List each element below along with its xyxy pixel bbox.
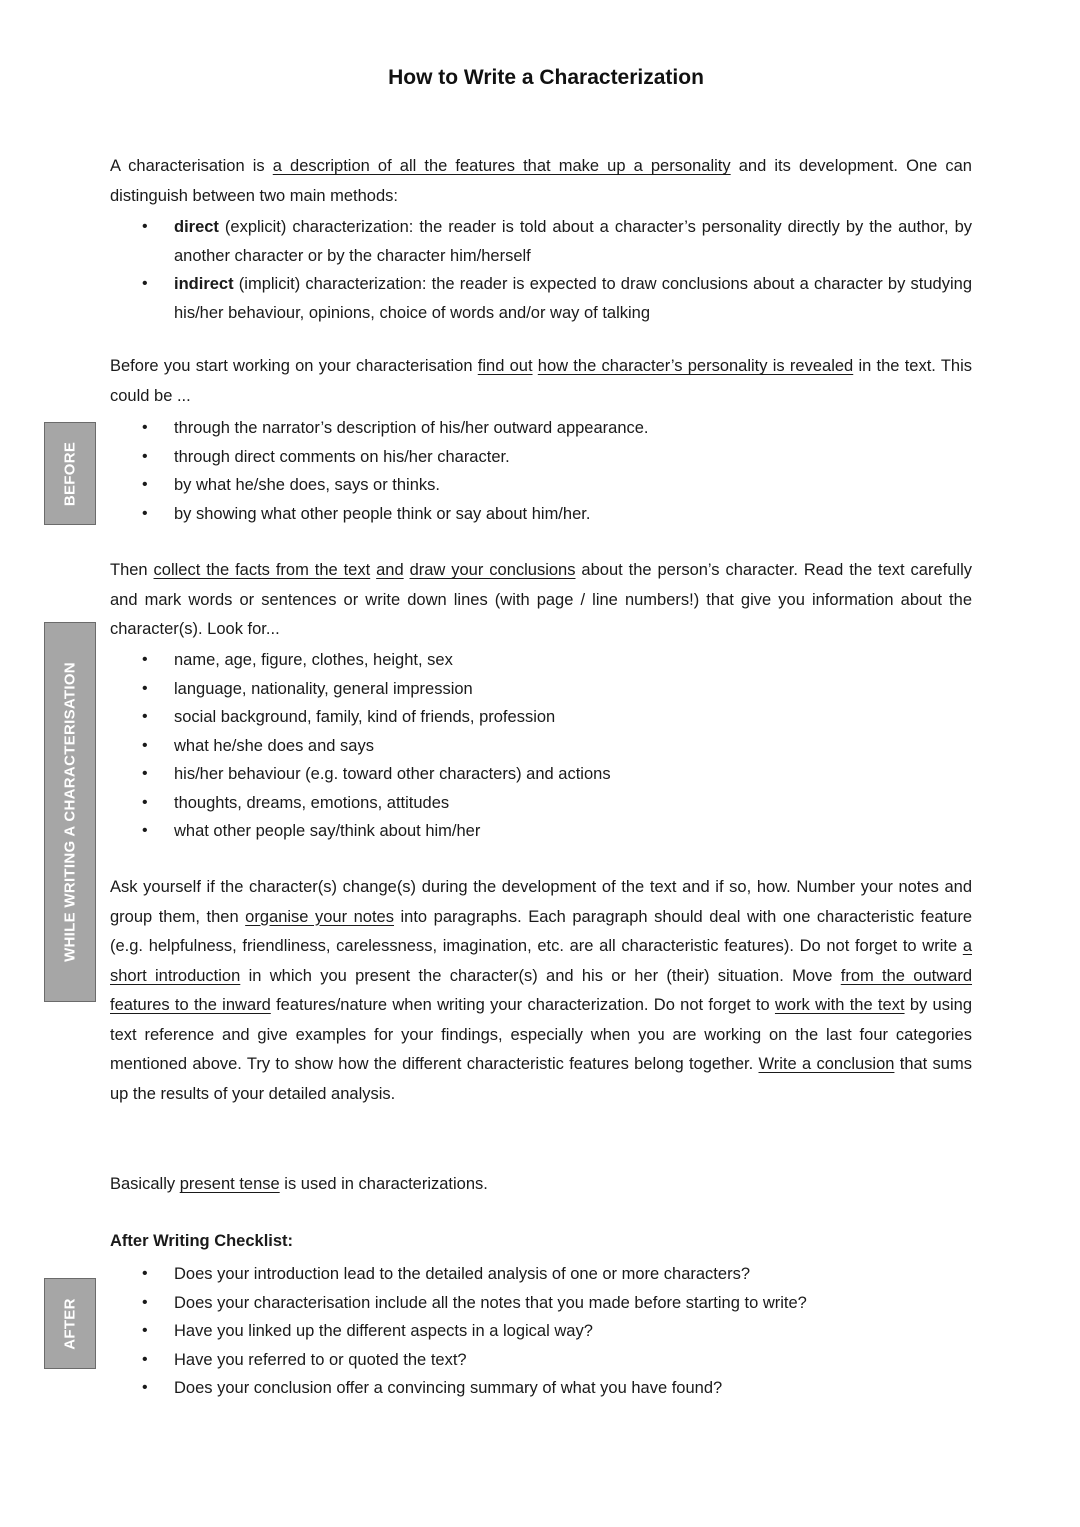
ask-text: in which you present the character(s) and his or her (their) situation. Move: [240, 966, 841, 985]
bullet: •: [142, 1322, 148, 1339]
bullet: •: [142, 1379, 148, 1396]
list-item-text: what other people say/think about him/her: [174, 822, 481, 840]
bullet: •: [142, 651, 148, 668]
bullet: •: [142, 1350, 148, 1368]
before-underlined: find out: [477, 357, 533, 375]
page-title: How to Write a Characterization: [388, 66, 704, 89]
method-text: (explicit) characterization: the reader is told about a character’s personality directly by the author, by another character or by the character him/herself: [174, 218, 972, 265]
bullet: •: [142, 793, 148, 811]
side-tab-before-label: BEFORE: [61, 441, 79, 506]
ask-text: that sums up the results of your detailed analysis.: [110, 1055, 972, 1103]
bullet: •: [142, 822, 148, 839]
list-item-text: social background, family, kind of friends, profession: [174, 708, 556, 726]
tense-text: Basically: [110, 1175, 180, 1193]
method-text: (implicit) characterization: the reader is expected to draw conclusions about a character by studying his/her behaviour, opinions, choice of words and/or way of talking: [174, 275, 972, 322]
intro-paragraph: [110, 152, 972, 211]
collect-underlined: collect the facts from the text: [153, 561, 371, 579]
ask-paragraph: [110, 873, 972, 1109]
bullet: •: [142, 736, 148, 754]
ask-underlined: organise your notes: [245, 907, 394, 926]
list-item: [110, 789, 972, 818]
ask-text: by using text reference and give examples for your findings, especially when you are working on the last four categories mentioned above. Try to show how the different characteristic features belong together.: [110, 996, 972, 1073]
list-item-text: by what he/she does, says or thinks.: [174, 476, 440, 494]
list-item-text: Does your conclusion offer a convincing summary of what you have found?: [174, 1379, 723, 1397]
before-list: [110, 414, 972, 528]
before-paragraph: [110, 352, 972, 411]
list-item: [110, 817, 972, 846]
before-underlined: how the character’s personality is revealed: [537, 357, 854, 375]
list-item-text: Does your introduction lead to the detailed analysis of one or more characters?: [174, 1265, 750, 1283]
collect-text: Then: [110, 561, 154, 579]
bullet: •: [142, 447, 148, 465]
methods-list: [110, 213, 972, 327]
list-item: [110, 675, 972, 704]
bullet: •: [142, 419, 148, 436]
bullet: •: [142, 708, 148, 725]
checklist-heading: After Writing Checklist:: [110, 1232, 294, 1250]
list-item-text: language, nationality, general impression: [174, 679, 473, 698]
list-item: [110, 703, 972, 732]
list-item-text: through direct comments on his/her character.: [174, 447, 510, 466]
list-item-text: Have you referred to or quoted the text?: [174, 1350, 467, 1369]
ask-underlined: from the outward features to the inward: [110, 966, 972, 1014]
list-item: [110, 1317, 972, 1346]
side-tab-after-label: AFTER: [61, 1297, 79, 1350]
intro-text: and its development. One can distinguish between two main methods:: [110, 157, 972, 205]
list-item: [110, 1289, 972, 1318]
bullet: •: [142, 476, 148, 493]
method-term: direct: [174, 218, 219, 236]
look-for-list: [110, 646, 972, 846]
list-item-text: name, age, figure, clothes, height, sex: [174, 651, 453, 669]
bullet: •: [142, 218, 148, 235]
before-text: in the text. This could be ...: [110, 357, 973, 405]
collect-paragraph: [110, 556, 972, 645]
list-item: [110, 213, 972, 270]
list-item-text: what he/she does and says: [174, 736, 374, 755]
list-item: [110, 471, 972, 500]
ask-text: Ask yourself if the character(s) change(s) during the development of the text and if so, how. Number your notes and group them, then: [110, 878, 972, 926]
list-item-text: his/her behaviour (e.g. toward other characters) and actions: [174, 765, 611, 783]
side-tab-before: [44, 422, 96, 525]
collect-underlined: and: [376, 561, 404, 579]
intro-underlined: a description of all the features that make up a personality: [272, 157, 731, 175]
list-item: [110, 646, 972, 675]
bullet: •: [142, 275, 148, 292]
list-item-text: thoughts, dreams, emotions, attitudes: [174, 793, 450, 812]
collect-text: about the person’s character. Read the text carefully and mark words or sentences or write down lines (with page / line numbers!) that give you information about the character(s). Look for...: [110, 561, 972, 638]
bullet: •: [142, 504, 148, 522]
list-item: [110, 760, 972, 789]
side-tab-after: [44, 1278, 96, 1369]
tense-text: is used in characterizations.: [279, 1175, 488, 1193]
list-item: [110, 732, 972, 761]
list-item: [110, 500, 972, 529]
list-item: [110, 1346, 972, 1375]
method-term: indirect: [174, 275, 234, 293]
list-item: [110, 270, 972, 327]
ask-underlined: Write a conclusion: [758, 1055, 895, 1073]
list-item: [110, 1374, 972, 1403]
list-item-text: by showing what other people think or say about him/her.: [174, 504, 591, 523]
ask-underlined: work with the text: [774, 996, 905, 1014]
list-item-text: Does your characterisation include all the notes that you made before starting to write?: [174, 1293, 807, 1312]
side-tab-while-writing-label: WHILE WRITING A CHARACTERISATION: [61, 662, 79, 962]
list-item: [110, 443, 972, 472]
intro-text: A characterisation is: [110, 157, 273, 175]
ask-underlined: a short introduction: [110, 937, 972, 985]
before-text: Before you start working on your characterisation: [110, 357, 478, 375]
ask-text: features/nature when writing your characterization. Do not forget to: [270, 996, 775, 1014]
ask-text: into paragraphs. Each paragraph should deal with one characteristic feature (e.g. helpfulness, friendliness, carelessness, imagination, etc. are all characteristic features). Do not forget to write: [110, 907, 972, 955]
bullet: •: [142, 1265, 148, 1282]
list-item: [110, 1260, 972, 1289]
list-item-text: through the narrator’s description of his/her outward appearance.: [174, 419, 649, 437]
tense-underlined: present tense: [179, 1175, 280, 1193]
list-item: [110, 414, 972, 443]
bullet: •: [142, 765, 148, 782]
side-tab-while-writing: [44, 622, 96, 1002]
tense-paragraph: [110, 1170, 972, 1200]
list-item-text: Have you linked up the different aspects in a logical way?: [174, 1322, 593, 1340]
bullet: •: [142, 679, 148, 697]
checklist: [110, 1260, 972, 1403]
collect-underlined: draw your conclusions: [409, 561, 576, 579]
bullet: •: [142, 1293, 148, 1311]
